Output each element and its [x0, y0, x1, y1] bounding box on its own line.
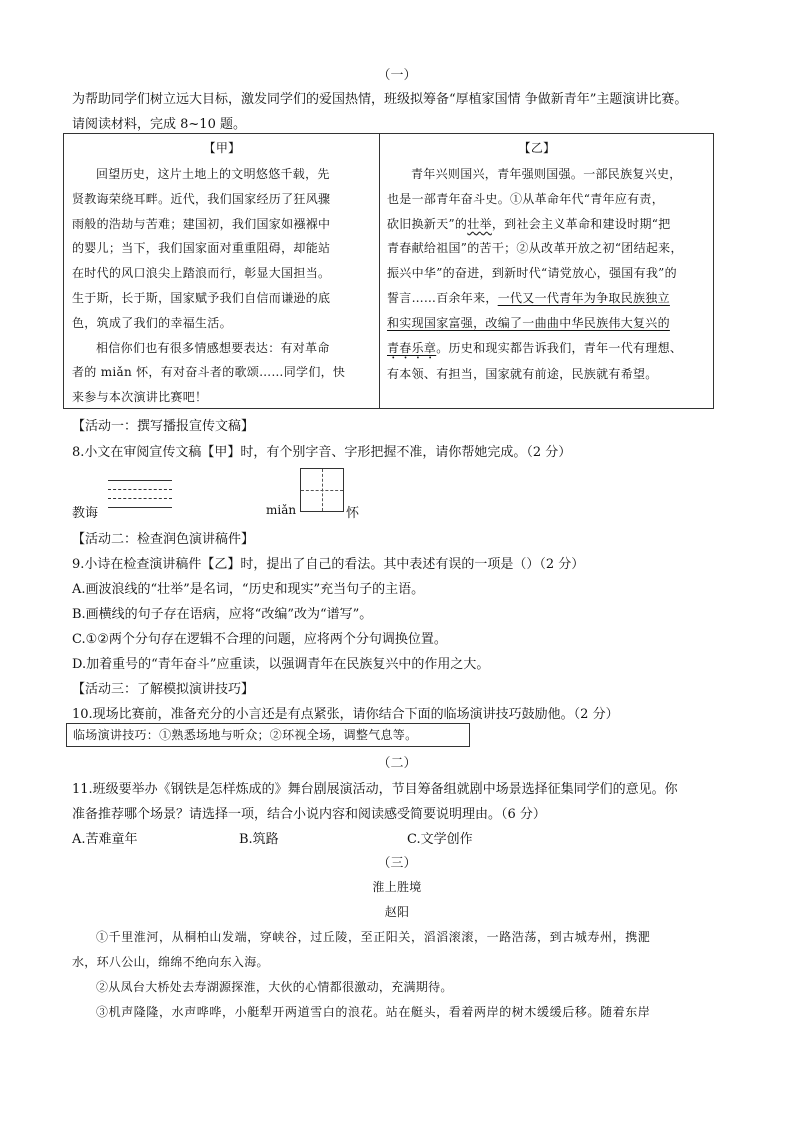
material-a-line: 生于斯，长于斯，国家赋予我们自信而谦逊的底 — [72, 290, 331, 305]
material-b-line: 也是一部青年奋斗史。①从革命年代“青年应有责， — [387, 191, 665, 206]
word-huai: 怀 — [346, 506, 360, 521]
material-b-line — [387, 336, 687, 362]
character-answer-box[interactable] — [300, 468, 344, 512]
option-11c[interactable]: C.文学创作 — [407, 832, 473, 847]
option-9d[interactable]: D.加着重号的“青年奋斗”应重读，以强调青年在民族复兴中的作用之大。 — [72, 657, 490, 672]
option-9b[interactable]: B.画横线的句子存在语病，应将“改编”改为“谱写”。 — [72, 607, 373, 622]
option-11b[interactable]: B.筑路 — [239, 832, 279, 847]
article-para-1-line-2: 水，环八公山，绵绵不绝向东入海。 — [72, 955, 269, 969]
answer-line-solid — [108, 507, 172, 508]
question-10: 10.现场比赛前，准备充分的小言还是有点紧张，请你结合下面的临场演讲技巧鼓励他。（2 分） — [72, 707, 619, 722]
material-a-title: 【甲】 — [203, 141, 241, 155]
material-b-line — [387, 311, 687, 336]
answer-line-solid — [108, 480, 172, 481]
material-b-line: 有本领、有担当，国家就有前途，民族就有希望。 — [387, 366, 658, 381]
material-b-line — [387, 212, 687, 237]
material-a-line: 者的 miǎn 怀，有对奋斗者的歌颂……同学们，快 — [72, 365, 346, 380]
intro-line-1: 为帮助同学们树立远大目标，激发同学们的爱国热情，班级拟筹备“厚植家国情 争做新青年”主题演讲比赛。 — [72, 92, 688, 107]
intro-line-2: 请阅读材料，完成 8~10 题。 — [72, 117, 246, 132]
material-b-text: ，到社会主义革命和建设时期“把 — [491, 216, 671, 231]
section-heading-2: （二） — [377, 756, 417, 771]
article-para-2: ②从凤台大桥处去寿湖源探淮，大伙的心情都很激动，充满期待。 — [96, 980, 453, 994]
option-11a[interactable]: A.苦难童年 — [72, 832, 138, 847]
answer-line-dashed — [108, 489, 172, 490]
option-9c[interactable]: C.①②两个分句存在逻辑不合理的问题，应将两个分句调换位置。 — [72, 632, 447, 647]
question-9: 9.小诗在检查演讲稿件【乙】时，提出了自己的看法。其中表述有误的一项是（）（2 分） — [72, 557, 585, 572]
pinyin-answer-lines[interactable] — [108, 480, 172, 510]
material-a-line: 雨般的浩劫与苦难；建国初，我们国家如襁褓中 — [72, 216, 331, 231]
answer-line-dashed — [108, 498, 172, 499]
underlined-sentence: 一代又一代青年为争取民族独立 — [497, 290, 670, 305]
material-b — [387, 134, 687, 386]
article-para-3: ③机声隆隆，水声哗哗，小艇犁开两道雪白的浪花。站在艇头，看着两岸的树木缓缓后移。随着东岸 — [96, 1005, 651, 1019]
grid-guide-v — [322, 469, 323, 511]
article-para-1-line-1: ①千里淮河，从桐柏山发端，穿峡谷，过丘陵，至正阳关，滔滔滚滚，一路浩荡，到古城寿州，携淝 — [96, 930, 651, 944]
material-b-text: 誓言……百余年来， — [387, 290, 498, 305]
material-a-line: 色，筑成了我们的幸福生活。 — [72, 315, 232, 330]
material-b-line — [387, 286, 687, 311]
section-heading-1: （一） — [377, 68, 417, 83]
material-a-line: 的婴儿；当下，我们国家面对重重阻碍，却能站 — [72, 241, 331, 256]
material-b-line: 振兴中华”的奋进，到新时代“请党放心，强国有我”的 — [387, 266, 677, 281]
word-jiaohui: 教诲 — [72, 506, 99, 521]
material-b-title: 【乙】 — [518, 141, 556, 155]
material-b-text: 。历史和现实都告诉我们，青年一代有理想、 — [436, 340, 683, 355]
emphasis-dotted-word: 青春乐章 — [387, 340, 437, 355]
material-a-line: 回望历史，这片土地上的文明悠悠千载，先 — [96, 167, 330, 181]
activity-3-title: 【活动三：了解模拟演讲技巧】 — [72, 682, 255, 697]
activity-2-title: 【活动二：检查润色演讲稿件】 — [72, 532, 255, 547]
question-11-line-1: 11.班级要举办《钢铁是怎样炼成的》舞台剧展演活动，节目筹备组就剧中场景选择征集同学们的意见。你 — [72, 782, 678, 797]
speech-tips-box: 临场演讲技巧：①熟悉场地与听众；②环视全场，调整气息等。 — [66, 723, 470, 747]
wavy-underlined-word: 壮举 — [467, 216, 492, 231]
activity-1-title: 【活动一：撰写播报宣传文稿】 — [72, 419, 255, 434]
article-title: 淮上胜境 — [372, 880, 422, 894]
question-8: 8.小文在审阅宣传文稿【甲】时，有个别字音、字形把握不准，请你帮她完成。（2 分） — [72, 445, 572, 460]
pinyin-mian: miǎn — [266, 503, 297, 517]
question-11-line-2: 准备推荐哪个场景？请选择一项，结合小说内容和阅读感受简要说明理由。（6 分） — [72, 807, 546, 822]
option-9a[interactable]: A.画波浪线的“壮举”是名词，“历史和现实”充当句子的主语。 — [72, 582, 425, 597]
material-b-line: 青年兴则国兴，青年强则国强。一部民族复兴史， — [411, 167, 682, 181]
article-author: 赵阳 — [384, 905, 410, 919]
section-heading-3: （三） — [377, 856, 417, 871]
material-a-line: 来参与本次演讲比赛吧！ — [72, 390, 208, 405]
table-divider — [379, 134, 380, 408]
material-a — [72, 134, 372, 410]
underlined-sentence: 和实现国家富强，改编了一曲曲中华民族伟大复兴的 — [387, 315, 670, 330]
material-table — [63, 133, 714, 409]
material-a-line: 相信你们也有很多情感想要表达：有对革命 — [96, 340, 330, 355]
material-b-text: 砍旧换新天”的 — [387, 216, 468, 231]
material-a-line: 贤教诲荣绕耳畔。近代，我们国家经历了狂风骤 — [72, 191, 331, 206]
material-a-line: 在时代的风口浪尖上踏浪而行，彰显大国担当。 — [72, 266, 331, 281]
material-b-line: 青春献给祖国”的苦干；②从改革开放之初“团结起来， — [387, 241, 683, 256]
